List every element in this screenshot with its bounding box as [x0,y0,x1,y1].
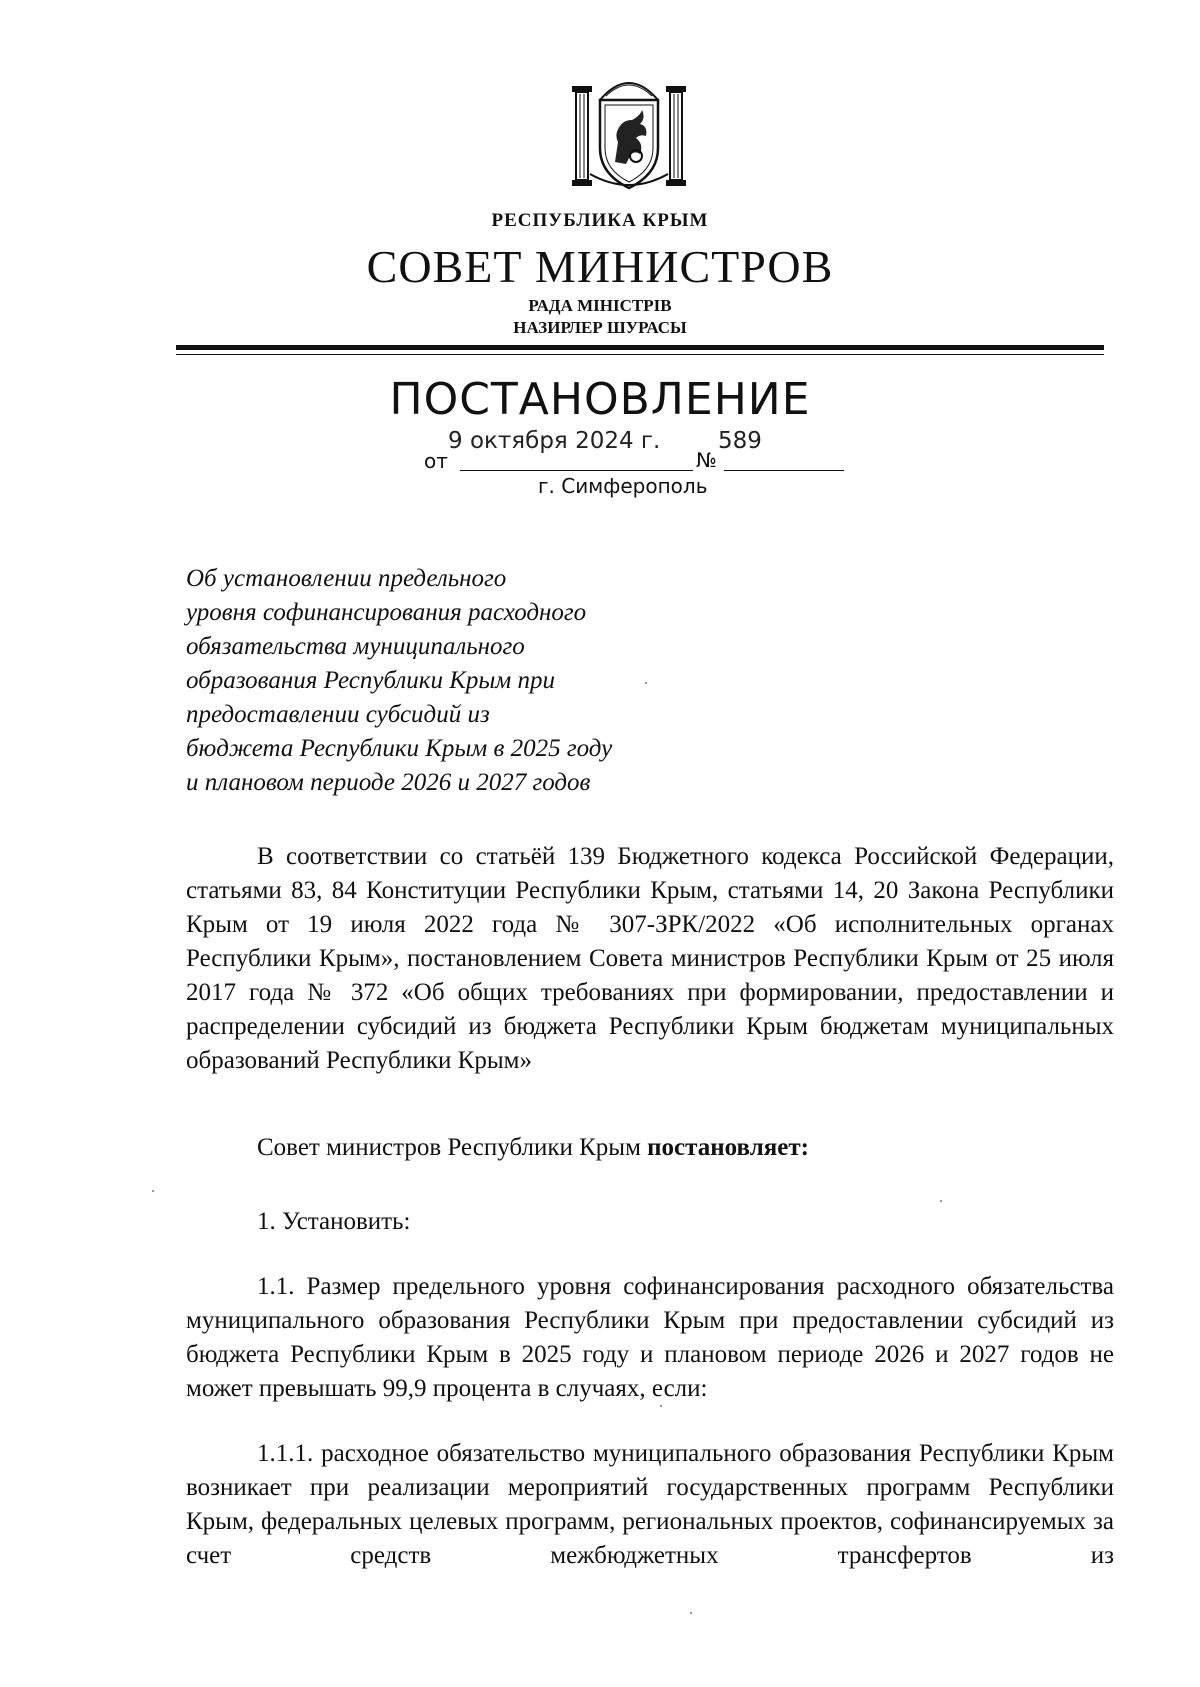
document-number: 589 [718,428,762,454]
scan-speck [690,1612,692,1614]
council-title: СОВЕТ МИНИСТРОВ [366,241,834,292]
region-name: РЕСПУБЛИКА КРЫМ [491,210,709,231]
subject-line: бюджета Республики Крым в 2025 году [186,735,613,762]
subject-line: Об установлении предельного [186,565,507,592]
document-date: 9 октября 2024 г. [448,428,661,454]
number-label: № [696,448,717,472]
date-label: от [424,449,448,473]
document-city: г. Симферополь [538,474,708,498]
resolves-text: Совет министров Республики Крым [257,1134,648,1161]
item-1-1: 1.1. Размер предельного уровня софинансирования расходного обязательства муниципального образования Республики Крым при предоставлении субсидий из бюджета Республики Крым в 2025 году и плановом периоде 2026 и 2027 годов не может превышать 99,9 процента в случаях, если: [186,1273,1114,1402]
scan-speck [660,1405,662,1407]
subject-line: образования Республики Крым при [186,667,555,694]
subject-line: уровня софинансирования расходного [186,599,587,626]
council-title-crimean-tatar: НАЗИРЛЕР ШУРАСЫ [513,318,687,337]
number-underline [724,470,844,471]
scan-speck [152,1190,154,1192]
crimea-coat-of-arms-icon [570,70,688,194]
document-type: ПОСТАНОВЛЕНИЕ [389,374,811,425]
date-underline [460,470,693,471]
resolves-keyword: постановляет: [647,1134,809,1161]
resolves-paragraph [186,1131,1114,1165]
item-1: 1. Установить: [257,1208,411,1235]
subject-line: предоставлении субсидий из [186,701,490,728]
subject-line: обязательства муниципального [186,633,525,660]
scan-speck [940,1200,942,1202]
document-subject [186,562,706,800]
item-1-1-1: 1.1.1. расходное обязательство муниципального образования Республики Крым возникает при реализации мероприятий государственных программ Республики Крым, федеральных целевых программ, региональных проектов, софинансируемых за счет средств межбюджетных трансфертов из [186,1440,1114,1569]
header-divider-thin [176,354,1104,355]
scan-speck [645,682,647,684]
council-title-ukrainian: РАДА МІНІСТРІВ [528,296,672,315]
header-divider-thick [176,345,1104,350]
subject-line: и плановом периоде 2026 и 2027 годов [186,769,591,796]
preamble-paragraph: В соответствии со статьёй 139 Бюджетного кодекса Российской Федерации, статьями 83, 84 Конституции Республики Крым, статьями 14, 20 Закона Республики Крым от 19 июля 2022 года № 307-ЗРК/2022 «Об исполнительных органах Республики Крым», постановлением Совета министров Республики Крым от 25 июля 2017 года № 372 «Об общих требованиях при формировании, предоставлении и распределении субсидий из бюджета Республики Крым бюджетам муниципальных образований Республики Крым» [186,843,1114,1074]
